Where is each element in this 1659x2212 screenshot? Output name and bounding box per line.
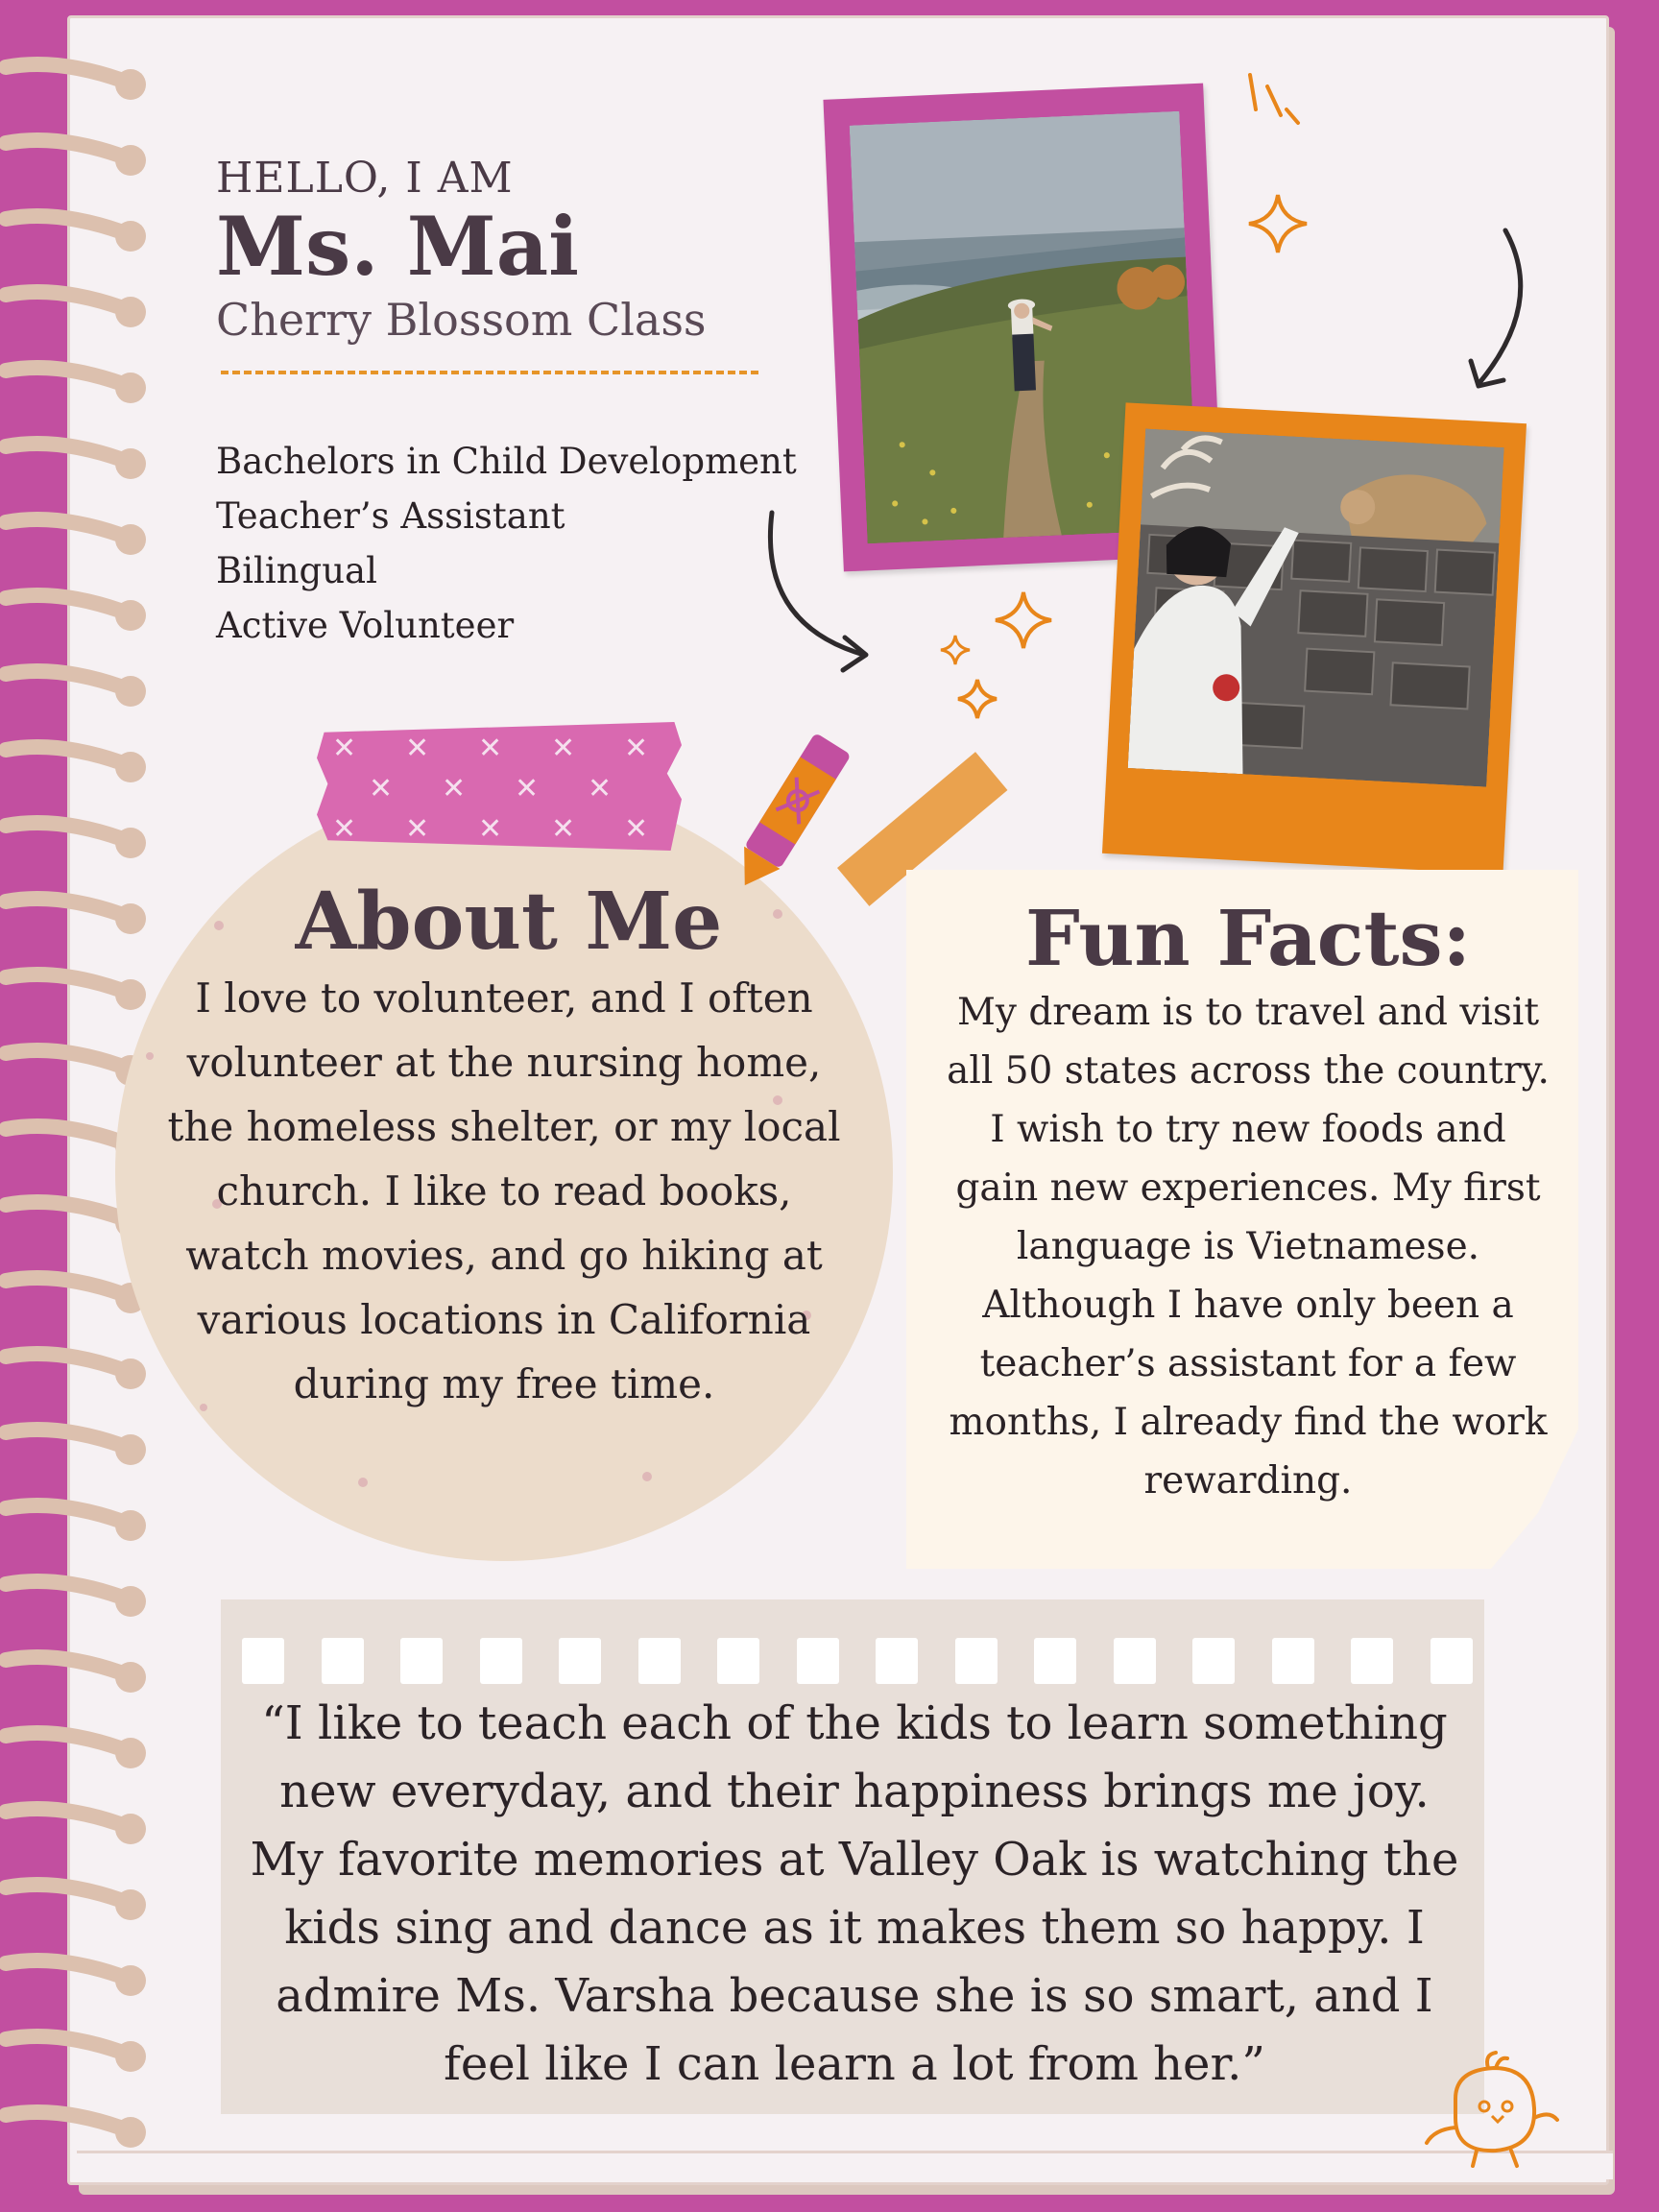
tape-square	[400, 1638, 443, 1684]
about-me-title: About Me	[295, 876, 723, 968]
spiral-ring	[6, 216, 146, 252]
spiral-ring	[6, 444, 146, 479]
credentials-list	[216, 434, 797, 653]
sparkle-icon	[939, 634, 972, 666]
tape-square	[322, 1638, 364, 1684]
photo-frame-museum	[1102, 402, 1527, 874]
about-me-text: I love to volunteer, and I often volunteer at the nursing home, the homeless shelter, or my local church. I like to read books, watch movies, and go hiking at various locations in California during my free time.	[167, 974, 841, 1407]
page-bottom-edge	[77, 2151, 1613, 2179]
intro-heading	[216, 154, 707, 346]
spiral-ring	[6, 1581, 146, 1617]
tape-square	[955, 1638, 998, 1684]
tape-square	[1034, 1638, 1076, 1684]
tape-square	[1351, 1638, 1393, 1684]
sparkle-icon	[993, 589, 1054, 651]
spiral-ring	[6, 1960, 146, 1996]
greeting: HELLO, I AM	[216, 154, 514, 203]
chick-doodle-icon	[1417, 2051, 1561, 2176]
credential-item: Teacher’s Assistant	[216, 495, 565, 537]
teacher-name: Ms. Mai	[216, 199, 580, 294]
quote-tape-squares	[242, 1638, 1471, 1688]
credential-item: Active Volunteer	[216, 605, 515, 646]
spiral-ring	[6, 2112, 146, 2148]
dashed-underline	[221, 371, 758, 374]
spiral-ring	[6, 1885, 146, 1920]
tape-square	[242, 1638, 284, 1684]
fun-facts-title: Fun Facts:	[1024, 893, 1472, 983]
class-name: Cherry Blossom Class	[216, 294, 707, 346]
tape-square	[1431, 1638, 1473, 1684]
tape-square	[1114, 1638, 1156, 1684]
spiral-ring	[6, 519, 146, 555]
fun-facts-text: My dream is to travel and visit all 50 states across the country. I wish to try new foods and gain new experiences. My first language is Vietnamese. Although I have only been a teacher’s assistant for a few months, I already find the work rewarding.	[947, 991, 1550, 1503]
sparkle-icon	[1246, 192, 1310, 255]
spiral-ring	[6, 2036, 146, 2072]
spiral-ring	[6, 1733, 146, 1768]
tape-square	[480, 1638, 522, 1684]
credential-item: Bachelors in Child Development	[216, 441, 797, 482]
tape-square	[559, 1638, 601, 1684]
quote-text: “I like to teach each of the kids to learn something new everyday, and their happiness brings me joy. My favorite memories at Valley Oak is watching the kids sing and dance as it makes them so happy. I admire Ms. Varsha because she is so smart, and I feel like I can learn a lot from her.”	[250, 1696, 1459, 2091]
tape-square	[1192, 1638, 1235, 1684]
tape-square	[797, 1638, 839, 1684]
spiral-ring	[6, 292, 146, 327]
spiral-ring	[6, 595, 146, 631]
museum-bobcat-photo	[1128, 428, 1504, 786]
spiral-ring	[6, 140, 146, 176]
tape-square	[638, 1638, 681, 1684]
spiral-ring	[6, 1809, 146, 1844]
curved-arrow-icon	[758, 509, 874, 672]
sparkle-icon	[1244, 71, 1302, 148]
tape-square	[876, 1638, 918, 1684]
sparkle-icon	[956, 678, 998, 720]
spiral-ring	[6, 747, 146, 782]
spiral-ring	[6, 671, 146, 707]
curved-arrow-icon	[1459, 227, 1546, 399]
credential-item: Bilingual	[216, 550, 377, 591]
crayon-icon	[722, 722, 860, 901]
spiral-ring	[6, 368, 146, 403]
spiral-ring	[6, 1657, 146, 1693]
spiral-ring	[6, 64, 146, 100]
tape-square	[1272, 1638, 1314, 1684]
tape-square	[717, 1638, 759, 1684]
